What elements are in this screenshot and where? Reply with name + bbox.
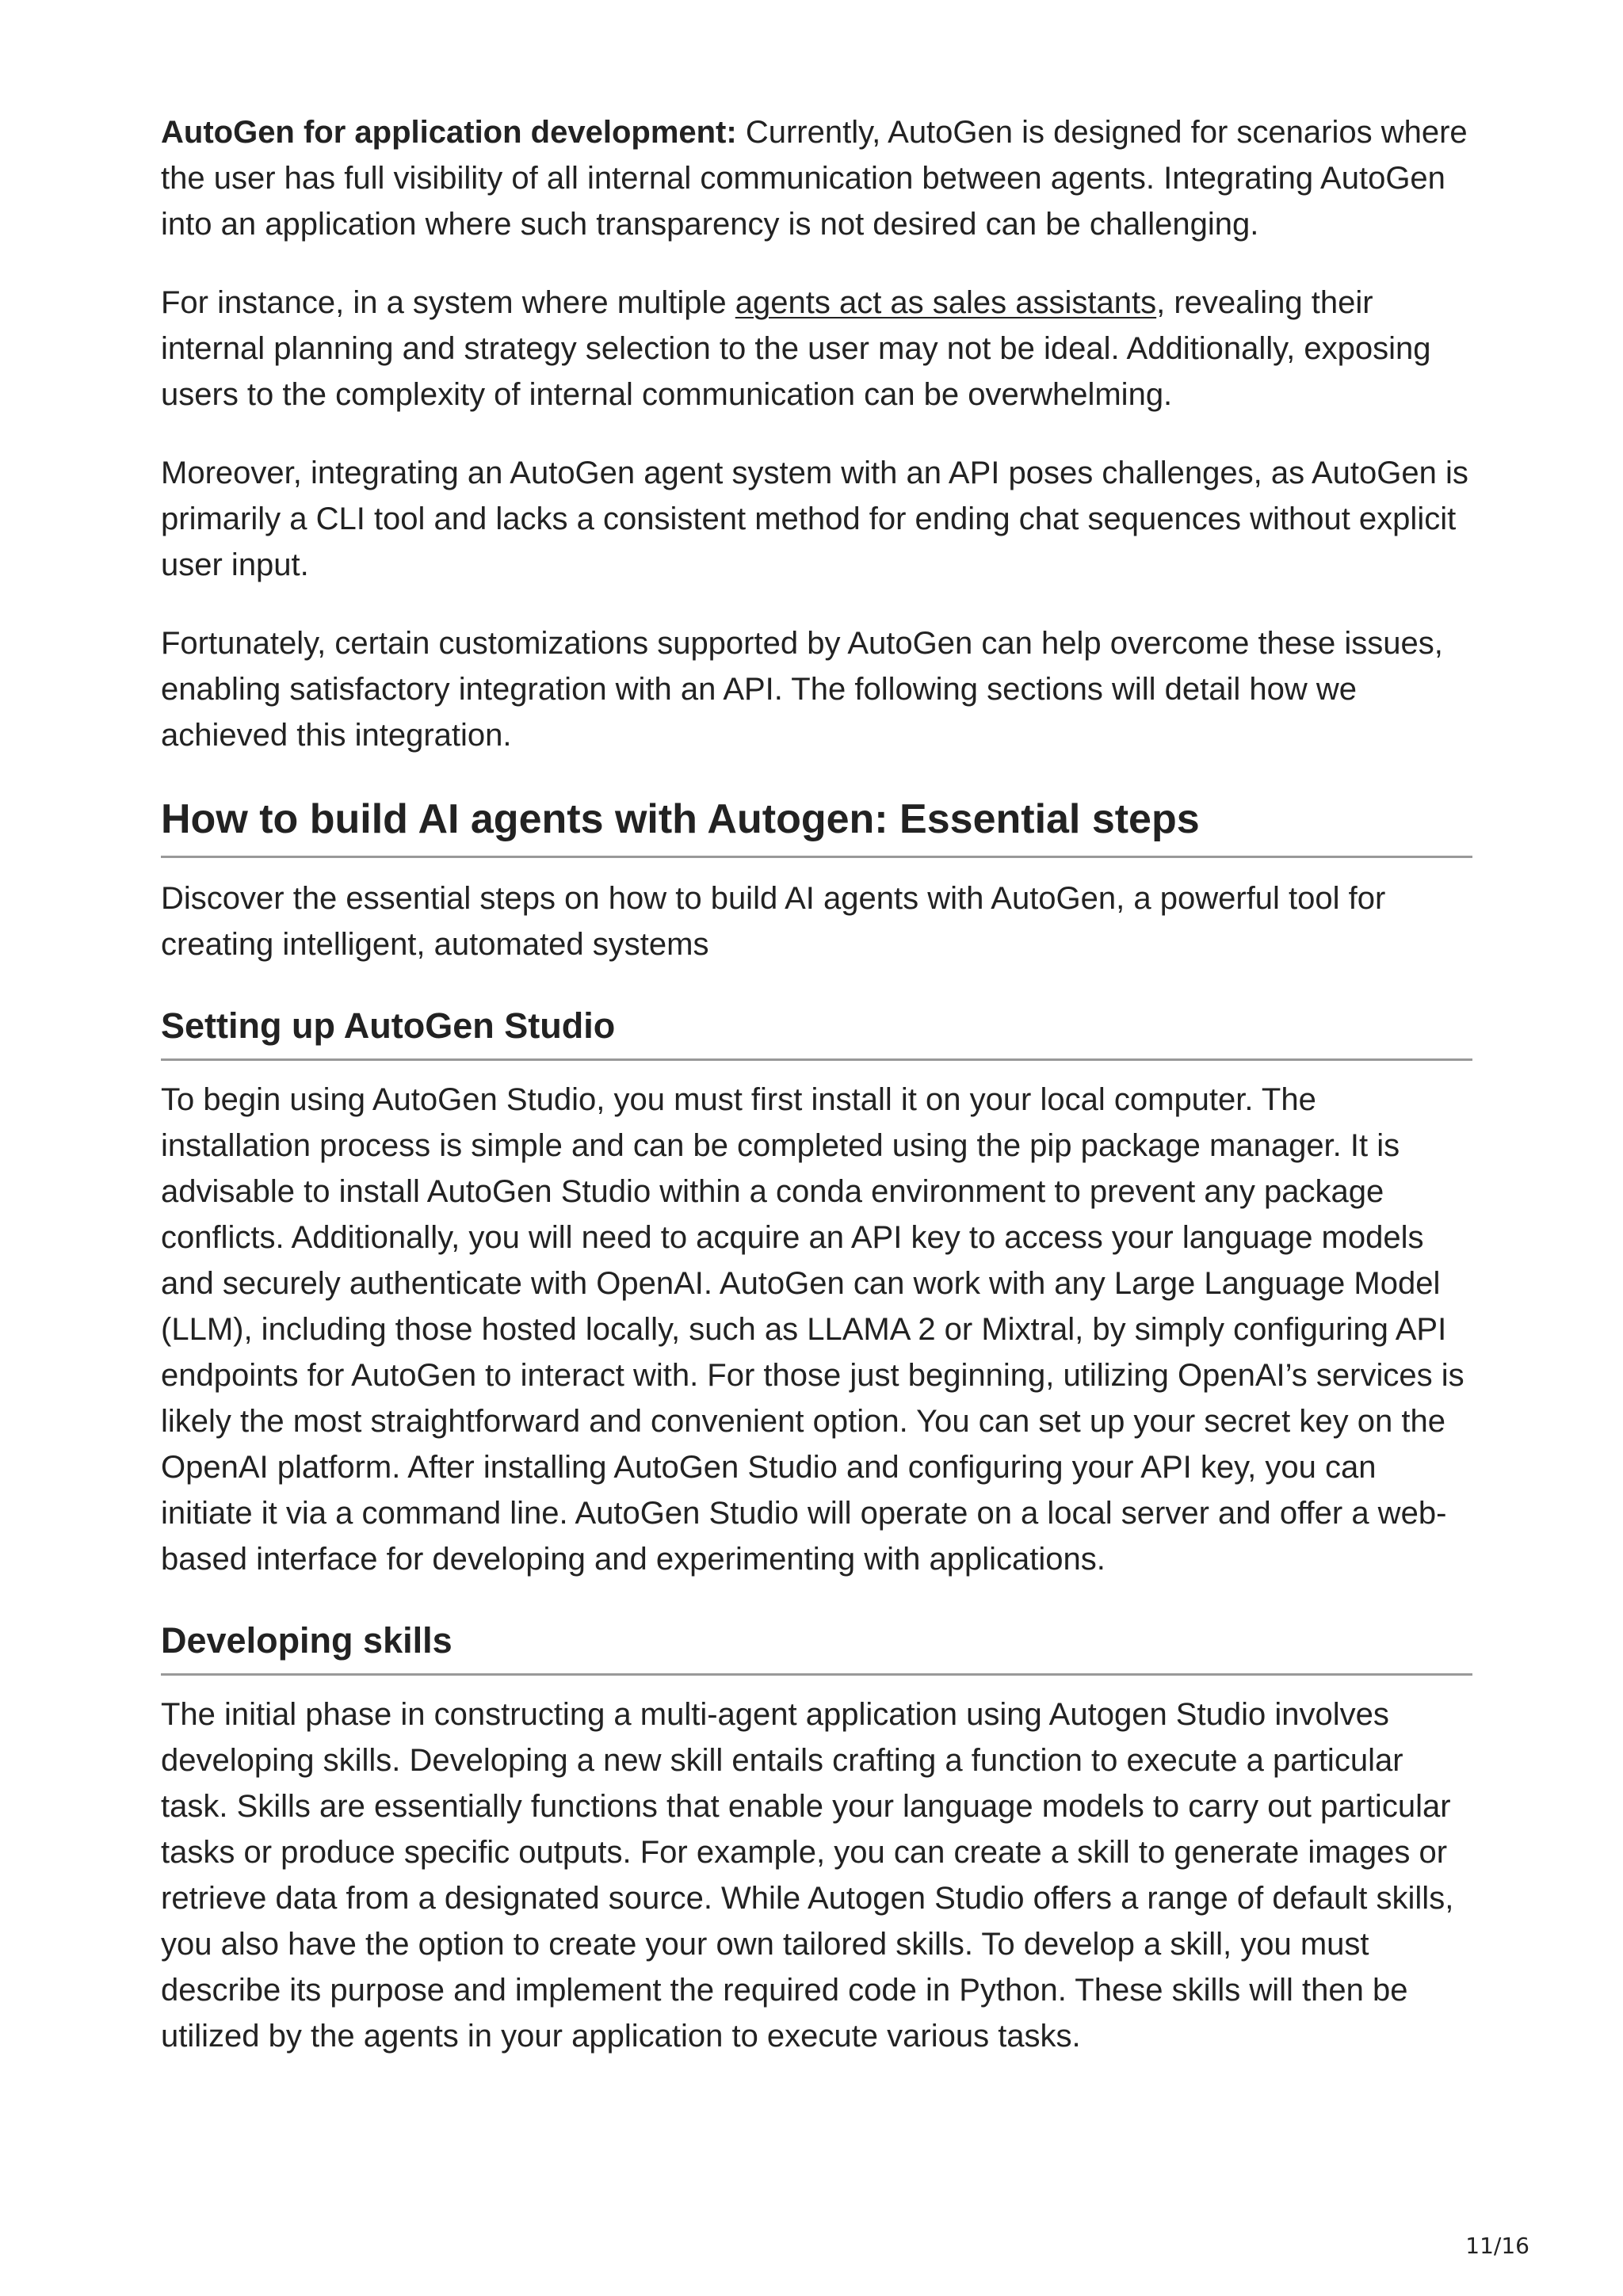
paragraph-text: , revealing their internal planning and strategy selection to the user may not be ideal. Additionally, exposing users to the complexity of internal communication can be overwhelming. xyxy=(161,285,1431,412)
subheading-skills: Developing skills xyxy=(161,1615,1472,1676)
bold-lead: AutoGen for application development: xyxy=(161,115,737,150)
section-intro: Discover the essential steps on how to build AI agents with AutoGen, a powerful tool for creating intelligent, automated systems xyxy=(161,881,1386,962)
subheading-setup: Setting up AutoGen Studio xyxy=(161,1000,1472,1061)
paragraph-setup: To begin using AutoGen Studio, you must first install it on your local computer. The installation process is simple and can be completed using the pip package manager. It is advisable to install AutoGen Studio within a conda environment to prevent any package conflicts. Additionally, you will need to acquire an API key to access your language models and securely authenticate with OpenAI. AutoGen can work with any Large Language Model (LLM), including those hosted locally, such as LLAMA 2 or Mixtral, by simply configuring API endpoints for AutoGen to interact with. For those just beginning, utilizing OpenAI’s services is likely the most straightforward and convenient option. You can set up your secret key on the OpenAI platform. After installing AutoGen Studio and configuring your API key, you can initiate it via a command line. AutoGen Studio will operate on a local server and offer a web-based interface for developing and experimenting with applications. xyxy=(161,1082,1465,1577)
paragraph-customizations: Fortunately, certain customizations supported by AutoGen can help overcome these issues, enabling satisfactory integration with an API. The following sections will detail how we achieved this integration. xyxy=(161,626,1443,753)
page-number: 11/16 xyxy=(1465,2233,1529,2259)
paragraph-text: Currently, AutoGen is designed for scenarios where the user has full visibility of all internal communication between agents. Integrating AutoGen into an application where such transparency is not desired can be challenging. xyxy=(161,115,1468,242)
paragraph-api-challenges: Moreover, integrating an AutoGen agent system with an API poses challenges, as AutoGen is primarily a CLI tool and lacks a consistent method for ending chat sequences without explicit user input. xyxy=(161,456,1468,582)
paragraph-skills: The initial phase in constructing a multi-agent application using Autogen Studio involves developing skills. Developing a new skill entails crafting a function to execute a particular task. Skills are essentially functions that enable your language models to carry out particular tasks or produce specific outputs. For example, you can create a skill to generate images or retrieve data from a designated source. While Autogen Studio offers a range of default skills, you also have the option to create your own tailored skills. To develop a skill, you must describe its purpose and implement the required code in Python. These skills will then be utilized by the agents in your application to execute various tasks. xyxy=(161,1697,1454,2054)
article-content xyxy=(161,109,1472,2092)
sales-assistants-link[interactable]: agents act as sales assistants xyxy=(735,285,1157,320)
paragraph-text: For instance, in a system where multiple xyxy=(161,285,735,320)
section-heading: How to build AI agents with Autogen: Essential steps xyxy=(161,791,1472,858)
paragraph-sales-assistants xyxy=(161,280,1472,418)
paragraph-application-development xyxy=(161,109,1472,247)
